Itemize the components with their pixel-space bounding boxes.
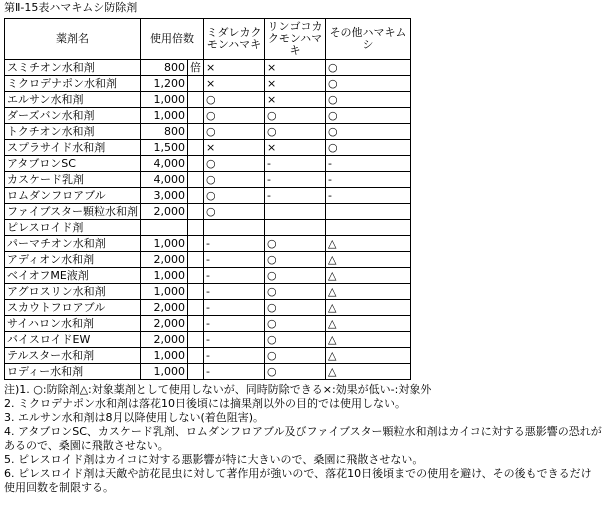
dilution-unit bbox=[188, 268, 204, 284]
dilution-value: 800 bbox=[141, 60, 188, 76]
dilution-unit bbox=[188, 300, 204, 316]
rating-col-a: - bbox=[204, 252, 265, 268]
dilution-value: 2,000 bbox=[141, 252, 188, 268]
dilution-unit bbox=[188, 332, 204, 348]
rating-col-b: × bbox=[265, 60, 326, 76]
notes bbox=[4, 383, 602, 495]
drug-name: スプラサイド水和剤 bbox=[5, 140, 141, 156]
dilution-unit bbox=[188, 252, 204, 268]
dilution-value: 2,000 bbox=[141, 204, 188, 220]
table-row bbox=[5, 204, 411, 220]
header-col-a: ミダレカクモンハマキ bbox=[204, 19, 265, 60]
table-row bbox=[5, 188, 411, 204]
rating-col-b: ○ bbox=[265, 268, 326, 284]
rating-col-c bbox=[326, 220, 411, 236]
dilution-value: 3,000 bbox=[141, 188, 188, 204]
rating-col-a: ○ bbox=[204, 92, 265, 108]
dilution-value: 2,000 bbox=[141, 300, 188, 316]
dilution-unit: 倍 bbox=[188, 60, 204, 76]
table-row bbox=[5, 252, 411, 268]
table-row bbox=[5, 236, 411, 252]
table-row bbox=[5, 220, 411, 236]
rating-col-a bbox=[204, 220, 265, 236]
note-line: 4. アタブロンSC、カスケード乳剤、ロムダンフロアブル及びファイブスター顆粒水和剤はカイコに対する悪影響の恐れがあるので、桑園に飛散させない。 bbox=[4, 425, 602, 452]
rating-col-c bbox=[326, 204, 411, 220]
dilution-unit bbox=[188, 172, 204, 188]
dilution-unit bbox=[188, 348, 204, 364]
dilution-unit bbox=[188, 124, 204, 140]
dilution-unit bbox=[188, 284, 204, 300]
drug-name: エルサン水和剤 bbox=[5, 92, 141, 108]
dilution-value: 1,200 bbox=[141, 76, 188, 92]
drug-name: バイスロイドEW bbox=[5, 332, 141, 348]
rating-col-b: × bbox=[265, 76, 326, 92]
dilution-value: 1,000 bbox=[141, 364, 188, 380]
table-row bbox=[5, 60, 411, 76]
table-row bbox=[5, 364, 411, 380]
drug-name: ピレスロイド剤 bbox=[5, 220, 141, 236]
rating-col-b bbox=[265, 204, 326, 220]
dilution-value: 4,000 bbox=[141, 156, 188, 172]
dilution-value: 1,000 bbox=[141, 236, 188, 252]
drug-name: アグロスリン水和剤 bbox=[5, 284, 141, 300]
note-line: 5. ピレスロイド剤はカイコに対する悪影響が特に大きいので、桑園に飛散させない。 bbox=[4, 453, 424, 466]
rating-col-c: ○ bbox=[326, 124, 411, 140]
rating-col-a: ○ bbox=[204, 188, 265, 204]
header-dilution: 使用倍数 bbox=[141, 19, 204, 60]
dilution-unit bbox=[188, 316, 204, 332]
rating-col-b: ○ bbox=[265, 252, 326, 268]
drug-name: パーマチオン水和剤 bbox=[5, 236, 141, 252]
dilution-unit bbox=[188, 92, 204, 108]
table-title: 第Ⅱ-15表ハマキムシ防除剤 bbox=[4, 1, 138, 14]
rating-col-b: ○ bbox=[265, 316, 326, 332]
rating-col-a: - bbox=[204, 284, 265, 300]
rating-col-a: - bbox=[204, 236, 265, 252]
drug-name: ダーズバン水和剤 bbox=[5, 108, 141, 124]
header-col-b: リンゴコカクモンハマキ bbox=[265, 19, 326, 60]
rating-col-c: ○ bbox=[326, 108, 411, 124]
dilution-value: 800 bbox=[141, 124, 188, 140]
drug-name: アディオン水和剤 bbox=[5, 252, 141, 268]
drug-name: ミクロデナポン水和剤 bbox=[5, 76, 141, 92]
table-row bbox=[5, 92, 411, 108]
table-row bbox=[5, 156, 411, 172]
rating-col-b: ○ bbox=[265, 300, 326, 316]
drug-name: トクチオン水和剤 bbox=[5, 124, 141, 140]
rating-col-a: ○ bbox=[204, 204, 265, 220]
drug-name: ベイオフME液剤 bbox=[5, 268, 141, 284]
rating-col-a: ○ bbox=[204, 172, 265, 188]
dilution-unit bbox=[188, 76, 204, 92]
rating-col-c: △ bbox=[326, 300, 411, 316]
table-row bbox=[5, 124, 411, 140]
dilution-value: 1,000 bbox=[141, 108, 188, 124]
dilution-value: 1,500 bbox=[141, 140, 188, 156]
note-line: 6. ピレスロイド剤は天敵や訪花昆虫に対して著作用が強いので、落花10日後頃までの使用を避け、その後もできるだけ使用回数を制限する。 bbox=[4, 467, 592, 494]
rating-col-c: △ bbox=[326, 316, 411, 332]
rating-col-a: - bbox=[204, 268, 265, 284]
rating-col-b: ○ bbox=[265, 124, 326, 140]
drug-name: スカウトフロアブル bbox=[5, 300, 141, 316]
header-col-c: その他ハマキムシ bbox=[326, 19, 411, 60]
rating-col-c: △ bbox=[326, 364, 411, 380]
rating-col-b: - bbox=[265, 172, 326, 188]
rating-col-b: ○ bbox=[265, 284, 326, 300]
rating-col-c: ○ bbox=[326, 60, 411, 76]
drug-name: ロディー水和剤 bbox=[5, 364, 141, 380]
table-row bbox=[5, 316, 411, 332]
dilution-value: 1,000 bbox=[141, 92, 188, 108]
drug-name: サイハロン水和剤 bbox=[5, 316, 141, 332]
dilution-unit bbox=[188, 364, 204, 380]
rating-col-a: × bbox=[204, 76, 265, 92]
note-line: 3. エルサン水和剤は8月以降使用しない(着色阻害)。 bbox=[4, 411, 265, 424]
table-row bbox=[5, 348, 411, 364]
dilution-value: 2,000 bbox=[141, 316, 188, 332]
rating-col-b: ○ bbox=[265, 364, 326, 380]
rating-col-c: △ bbox=[326, 284, 411, 300]
drug-name: アタブロンSC bbox=[5, 156, 141, 172]
drug-name: ファイブスター顆粒水和剤 bbox=[5, 204, 141, 220]
rating-col-b: ○ bbox=[265, 108, 326, 124]
header-name: 薬剤名 bbox=[5, 19, 141, 60]
table-row bbox=[5, 108, 411, 124]
rating-col-a: - bbox=[204, 316, 265, 332]
drug-name: テルスター水和剤 bbox=[5, 348, 141, 364]
table-header-row bbox=[5, 19, 411, 60]
rating-col-b: ○ bbox=[265, 348, 326, 364]
rating-col-b: ○ bbox=[265, 236, 326, 252]
rating-col-c: ○ bbox=[326, 92, 411, 108]
rating-col-a: × bbox=[204, 60, 265, 76]
rating-col-b: ○ bbox=[265, 332, 326, 348]
rating-col-c: ○ bbox=[326, 76, 411, 92]
rating-col-a: ○ bbox=[204, 156, 265, 172]
rating-col-b: - bbox=[265, 188, 326, 204]
rating-col-c: △ bbox=[326, 252, 411, 268]
rating-col-b: - bbox=[265, 156, 326, 172]
pesticide-table bbox=[4, 18, 411, 380]
drug-name: カスケード乳剤 bbox=[5, 172, 141, 188]
rating-col-c: △ bbox=[326, 332, 411, 348]
rating-col-a: - bbox=[204, 332, 265, 348]
rating-col-a: ○ bbox=[204, 124, 265, 140]
dilution-unit bbox=[188, 108, 204, 124]
table-row bbox=[5, 76, 411, 92]
dilution-value: 4,000 bbox=[141, 172, 188, 188]
dilution-unit bbox=[188, 204, 204, 220]
table-row bbox=[5, 332, 411, 348]
rating-col-a: - bbox=[204, 364, 265, 380]
rating-col-a: - bbox=[204, 348, 265, 364]
drug-name: ロムダンフロアブル bbox=[5, 188, 141, 204]
rating-col-c: - bbox=[326, 172, 411, 188]
dilution-unit bbox=[188, 156, 204, 172]
rating-col-a: ○ bbox=[204, 108, 265, 124]
rating-col-c: △ bbox=[326, 236, 411, 252]
table-row bbox=[5, 284, 411, 300]
note-line: 2. ミクロデナポン水和剤は落花10日後頃には摘果剤以外の目的では使用しない。 bbox=[4, 397, 406, 410]
rating-col-a: × bbox=[204, 140, 265, 156]
rating-col-c: △ bbox=[326, 268, 411, 284]
note-line: 注)1. ○:防除剤△:対象薬剤として使用しないが、同時防除できる×:効果が低い-:対象外 bbox=[4, 383, 432, 396]
rating-col-c: ○ bbox=[326, 140, 411, 156]
rating-col-c: - bbox=[326, 156, 411, 172]
rating-col-a: - bbox=[204, 300, 265, 316]
dilution-value: 2,000 bbox=[141, 332, 188, 348]
dilution-unit bbox=[188, 188, 204, 204]
table-row bbox=[5, 140, 411, 156]
dilution-value: 1,000 bbox=[141, 348, 188, 364]
rating-col-c: - bbox=[326, 188, 411, 204]
table-row bbox=[5, 268, 411, 284]
dilution-value: 1,000 bbox=[141, 284, 188, 300]
dilution-value bbox=[141, 220, 188, 236]
table-row bbox=[5, 300, 411, 316]
dilution-unit bbox=[188, 140, 204, 156]
rating-col-b: × bbox=[265, 92, 326, 108]
rating-col-b: × bbox=[265, 140, 326, 156]
rating-col-c: △ bbox=[326, 348, 411, 364]
rating-col-b bbox=[265, 220, 326, 236]
dilution-unit bbox=[188, 236, 204, 252]
dilution-value: 1,000 bbox=[141, 268, 188, 284]
dilution-unit bbox=[188, 220, 204, 236]
table-row bbox=[5, 172, 411, 188]
drug-name: スミチオン水和剤 bbox=[5, 60, 141, 76]
